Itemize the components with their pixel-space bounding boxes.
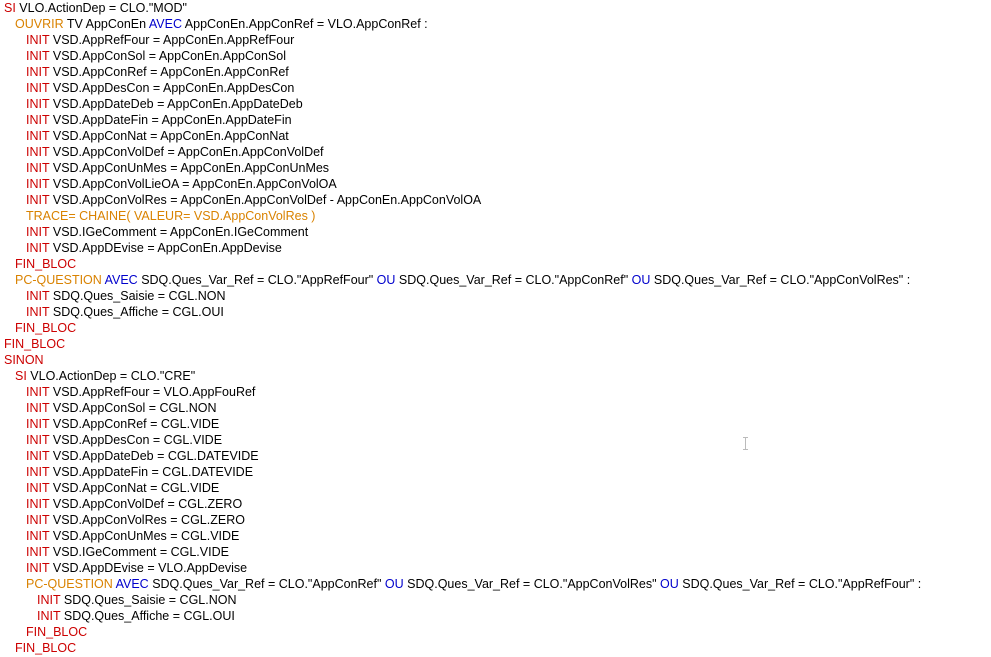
code-token: INIT [26,497,53,511]
code-token: INIT [26,465,53,479]
code-token: INIT [37,593,64,607]
code-line[interactable] [0,448,991,464]
code-line[interactable] [0,624,991,640]
code-token: INIT [26,513,53,527]
code-line[interactable] [0,128,991,144]
code-token: VSD.AppConUnMes = AppConEn.AppConUnMes [52,161,330,175]
code-line[interactable] [0,384,991,400]
code-token: PC-QUESTION [26,577,116,591]
code-token: INIT [26,225,53,239]
code-line[interactable] [0,304,991,320]
code-line[interactable] [0,400,991,416]
code-token: SDQ.Ques_Var_Ref = CLO."AppRefFour" : [682,577,922,591]
code-line[interactable] [0,416,991,432]
code-token: VSD.AppConVolRes = CGL.ZERO [52,513,245,527]
code-token: PC-QUESTION [15,273,105,287]
code-token: VSD.AppConSol = AppConEn.AppConSol [52,49,287,63]
code-token: VSD.AppDEvise = AppConEn.AppDevise [52,241,282,255]
code-token: OU [384,577,408,591]
code-token: VSD.AppConVolLieOA = AppConEn.AppConVolOA [52,177,337,191]
code-token: VSD.AppDateFin = CGL.DATEVIDE [52,465,254,479]
code-token: INIT [26,241,53,255]
code-token: INIT [26,177,53,191]
code-token: INIT [26,129,53,143]
code-line[interactable] [0,544,991,560]
code-token: AVEC [104,273,142,287]
code-token: SINON [4,353,44,367]
code-line[interactable] [0,336,991,352]
code-token: INIT [26,417,53,431]
code-line[interactable] [0,640,991,656]
code-line[interactable] [0,192,991,208]
code-token: INIT [26,561,53,575]
code-token: INIT [26,49,53,63]
code-line[interactable] [0,48,991,64]
code-token: INIT [26,81,53,95]
code-token: INIT [26,289,53,303]
code-token: FIN_BLOC [15,321,77,335]
code-token: TV AppConEn [66,17,149,31]
code-token: VSD.AppDEvise = VLO.AppDevise [52,561,248,575]
code-token: INIT [26,33,53,47]
code-token: OUVRIR [15,17,67,31]
code-token: SDQ.Ques_Var_Ref = CLO."AppConVolRes" : [653,273,911,287]
code-line[interactable] [0,80,991,96]
code-token: VSD.AppConVolRes = AppConEn.AppConVolDef - AppConEn.AppConVolOA [52,193,482,207]
code-line[interactable] [0,368,991,384]
code-token: VSD.AppConSol = CGL.NON [52,401,217,415]
text-cursor [745,437,746,450]
code-token: INIT [26,401,53,415]
code-line[interactable] [0,16,991,32]
code-token: VSD.AppDesCon = AppConEn.AppDesCon [52,81,295,95]
code-token: SDQ.Ques_Affiche = CGL.OUI [63,609,235,623]
code-token: TRACE= CHAINE( VALEUR= VSD.AppConVolRes ) [26,209,316,223]
code-line[interactable] [0,512,991,528]
code-token: INIT [26,193,53,207]
code-line[interactable] [0,32,991,48]
code-token: OU [660,577,683,591]
code-line[interactable] [0,480,991,496]
code-token: OU [631,273,654,287]
code-token: INIT [26,161,53,175]
code-token: FIN_BLOC [15,257,77,271]
code-token: VSD.AppRefFour = VLO.AppFouRef [52,385,256,399]
code-line[interactable] [0,320,991,336]
code-token: INIT [26,529,53,543]
code-token: VSD.AppConRef = CGL.VIDE [52,417,220,431]
code-line[interactable] [0,608,991,624]
code-line[interactable] [0,208,991,224]
code-line[interactable] [0,96,991,112]
code-token: SDQ.Ques_Affiche = CGL.OUI [52,305,224,319]
code-line[interactable] [0,64,991,80]
code-token: VSD.AppDateDeb = CGL.DATEVIDE [52,449,259,463]
code-token: INIT [26,545,53,559]
code-token: INIT [26,481,53,495]
code-token: VSD.AppConUnMes = CGL.VIDE [52,529,240,543]
code-token: VSD.AppConNat = AppConEn.AppConNat [52,129,289,143]
code-token: INIT [26,385,53,399]
code-line[interactable] [0,256,991,272]
code-line[interactable] [0,528,991,544]
code-token: VSD.IGeComment = CGL.VIDE [52,545,229,559]
code-token: SDQ.Ques_Var_Ref = CLO."AppRefFour" [141,273,377,287]
code-line[interactable] [0,0,991,16]
code-token: INIT [26,449,53,463]
code-token: SDQ.Ques_Var_Ref = CLO."AppConVolRes" [407,577,661,591]
code-token: FIN_BLOC [26,625,88,639]
code-line[interactable] [0,176,991,192]
code-token: SDQ.Ques_Saisie = CGL.NON [63,593,237,607]
code-line[interactable] [0,288,991,304]
code-line[interactable] [0,160,991,176]
code-line[interactable] [0,272,991,288]
code-token: VSD.AppRefFour = AppConEn.AppRefFour [52,33,295,47]
code-token: AVEC [148,17,185,31]
code-token: FIN_BLOC [15,641,77,655]
code-token: VSD.AppDesCon = CGL.VIDE [52,433,223,447]
code-token: VSD.AppConNat = CGL.VIDE [52,481,220,495]
code-token: AppConEn.AppConRef = VLO.AppConRef : [184,17,428,31]
code-token: SI [4,1,20,15]
code-token: INIT [26,113,53,127]
code-line[interactable] [0,432,991,448]
code-token: INIT [26,145,53,159]
code-line[interactable] [0,240,991,256]
code-token: INIT [26,433,53,447]
code-token: VSD.AppDateDeb = AppConEn.AppDateDeb [52,97,303,111]
code-token: SI [15,369,31,383]
code-token: FIN_BLOC [4,337,66,351]
code-token: INIT [37,609,64,623]
code-token: VLO.ActionDep = CLO."MOD" [19,1,187,15]
code-token: VSD.AppConRef = AppConEn.AppConRef [52,65,289,79]
code-token: AVEC [115,577,153,591]
code-token: SDQ.Ques_Var_Ref = CLO."AppConRef" [152,577,385,591]
code-token: VSD.AppConVolDef = CGL.ZERO [52,497,243,511]
code-line[interactable] [0,576,991,592]
code-token: VLO.ActionDep = CLO."CRE" [30,369,196,383]
code-line[interactable] [0,144,991,160]
code-line[interactable] [0,112,991,128]
code-token: SDQ.Ques_Var_Ref = CLO."AppConRef" [398,273,632,287]
code-line[interactable] [0,496,991,512]
code-line[interactable] [0,560,991,576]
code-line[interactable] [0,224,991,240]
code-token: INIT [26,305,53,319]
code-line[interactable] [0,592,991,608]
code-token: VSD.AppDateFin = AppConEn.AppDateFin [52,113,292,127]
code-token: OU [376,273,399,287]
code-token: INIT [26,65,53,79]
code-token: VSD.IGeComment = AppConEn.IGeComment [52,225,309,239]
code-line[interactable] [0,352,991,368]
code-line[interactable] [0,464,991,480]
code-token: VSD.AppConVolDef = AppConEn.AppConVolDef [52,145,324,159]
code-token: SDQ.Ques_Saisie = CGL.NON [52,289,226,303]
code-token: INIT [26,97,53,111]
